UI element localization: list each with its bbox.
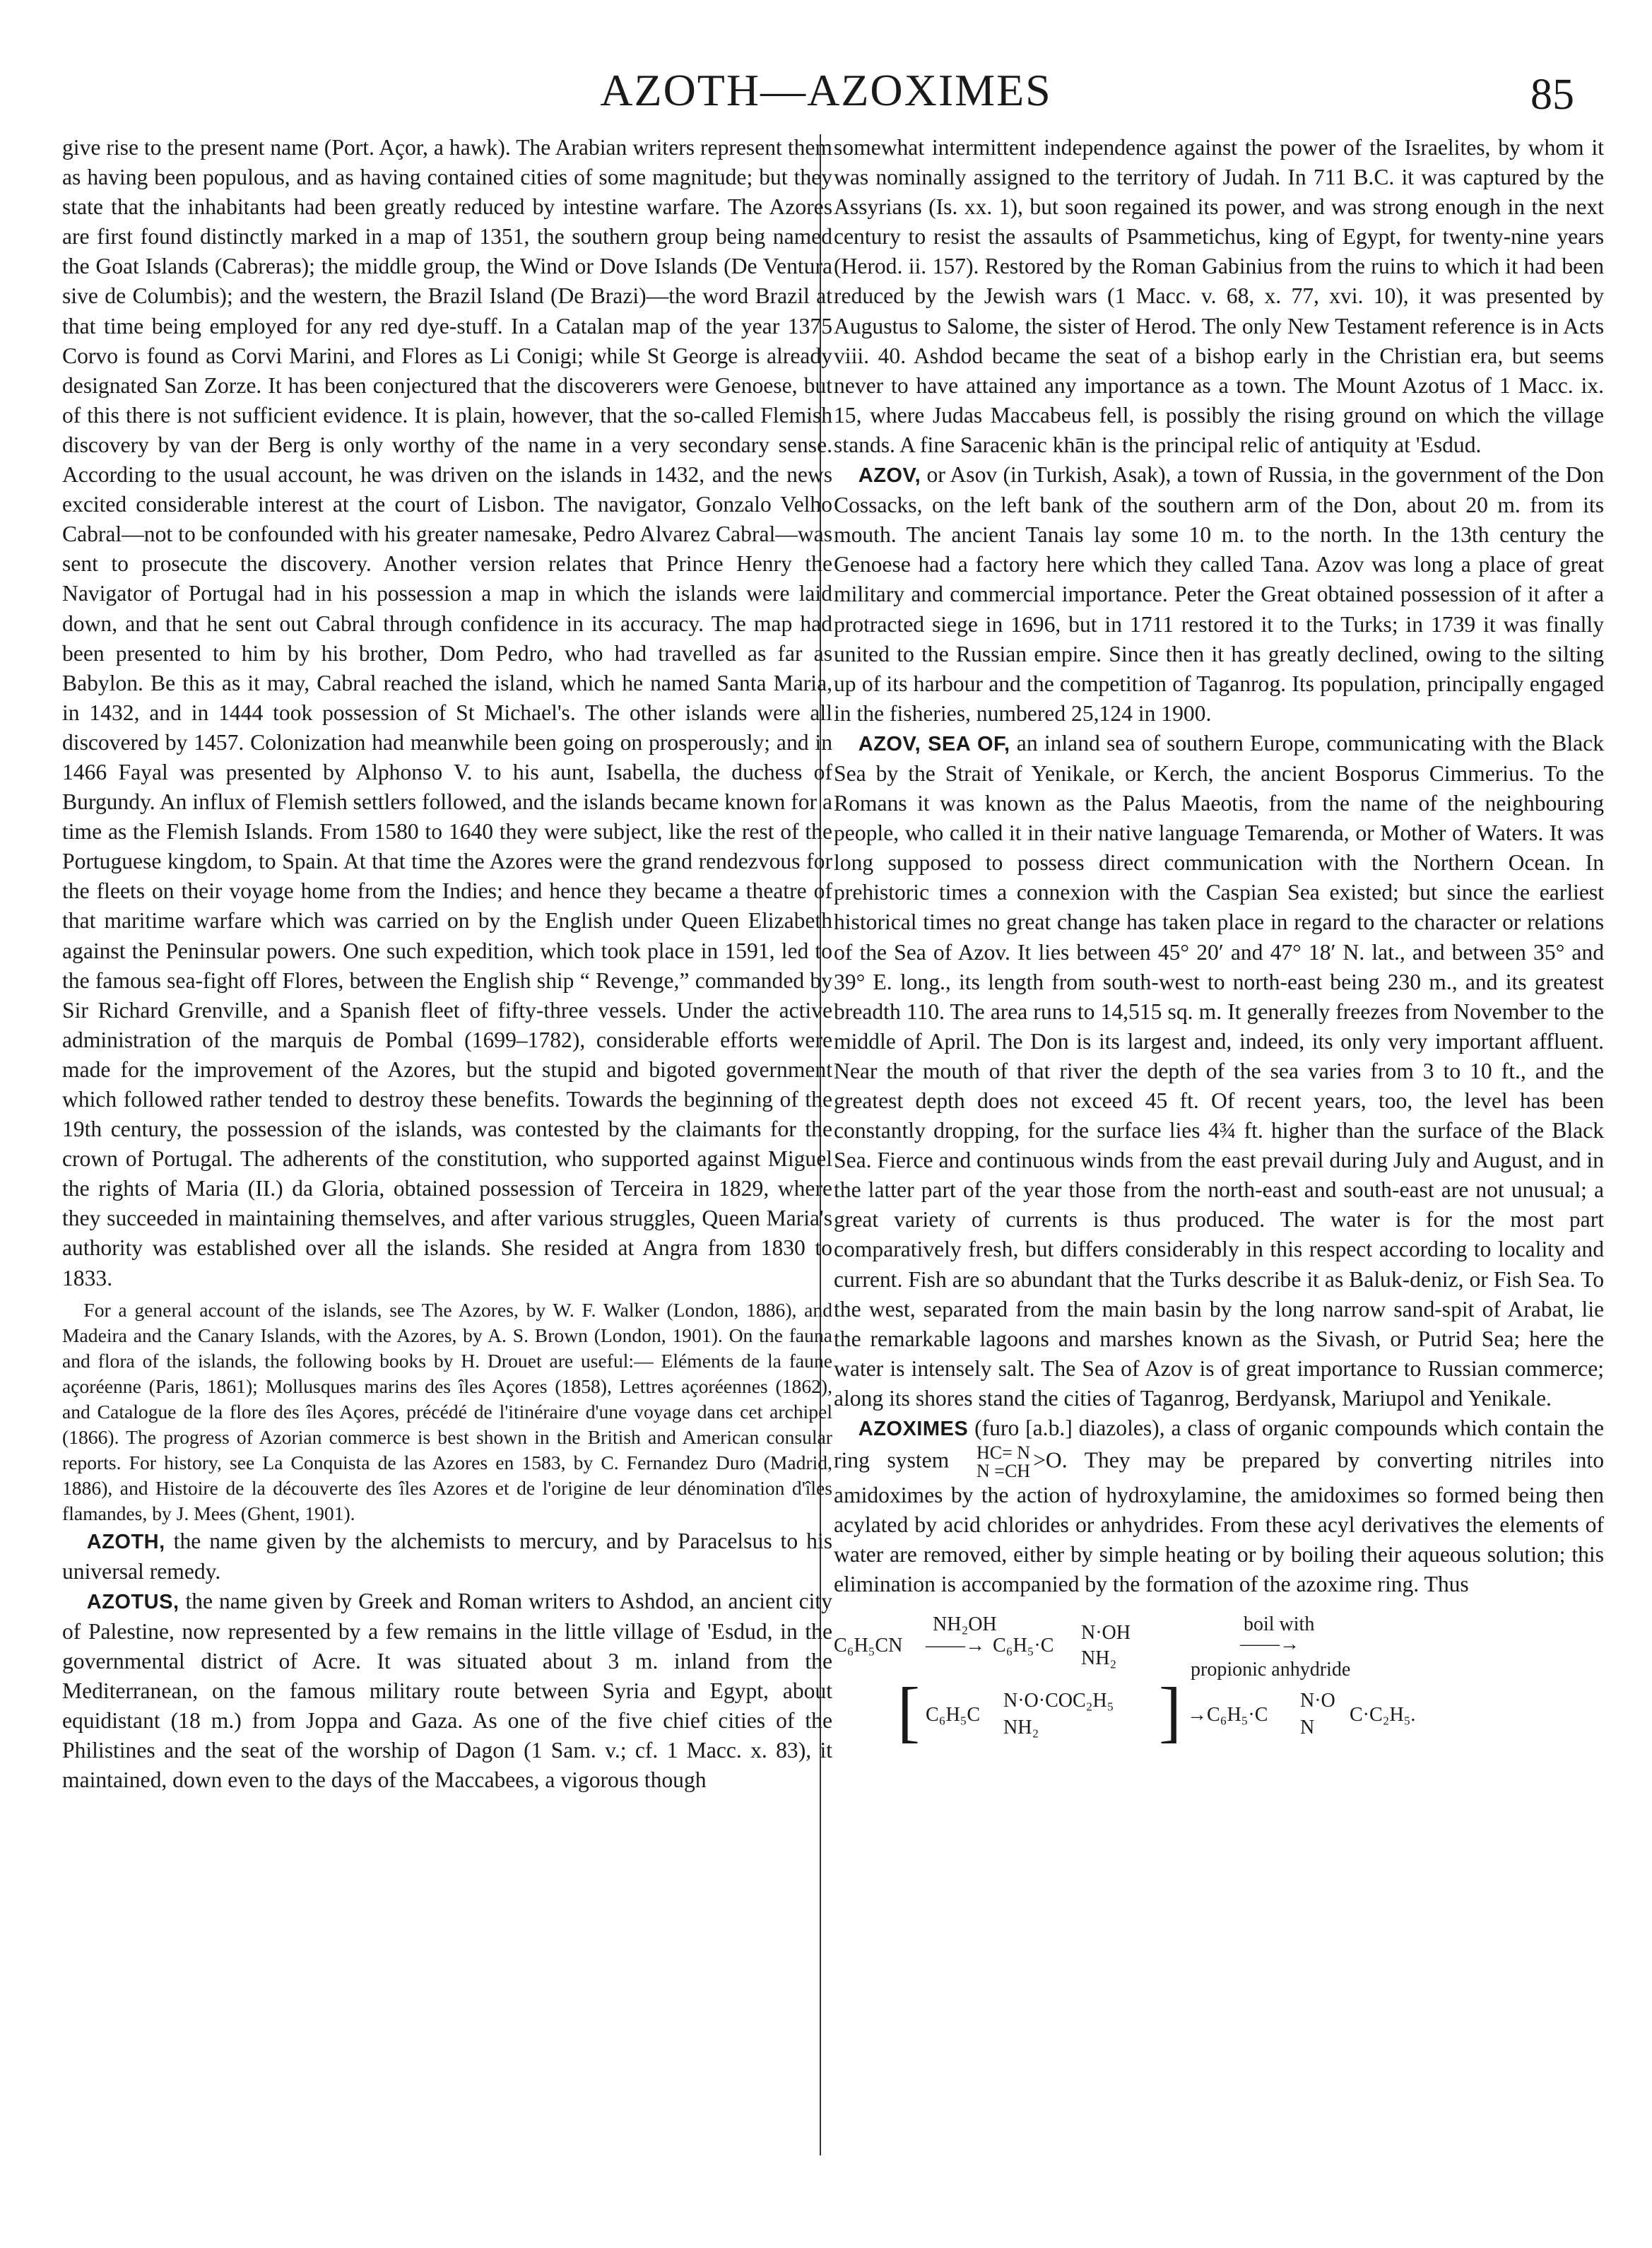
running-title: AZOTH—AZOXIMES	[600, 65, 1052, 115]
azoxime-product-bottom: N	[1300, 1716, 1315, 1738]
sea-of-azov-headword: AZOV, SEA OF,	[858, 732, 1010, 755]
left-column	[62, 133, 832, 1796]
ring-oxygen: >O.	[1033, 1447, 1068, 1473]
right-column	[834, 133, 1604, 1794]
reaction-scheme	[834, 1610, 1604, 1794]
amidoxime-bottom: NH₂	[1081, 1647, 1117, 1669]
azoximes-text-2: They may be prepared by converting nitriles into amidoximes by the action of hydroxylamine, the amidoximes so formed being then acylated by acid chlorides or anhydrides. From these acyl derivatives the elements of water are removed, either by simple heating or by boiling their aqueous solution; this elimination is accompanied by the formation of the azoxime ring. Thus	[834, 1447, 1604, 1597]
bracket-right: ]	[1159, 1673, 1181, 1749]
reaction-arrow-1: ——→	[926, 1634, 985, 1656]
azoth-text: the name given by the alchemists to mercury, and by Paracelsus to his universal remedy.	[62, 1528, 832, 1584]
amidoxime-core: C₆H₅·C	[993, 1634, 1054, 1656]
azores-paragraph: give rise to the present name (Port. Açor, a hawk). The Arabian writers represent them as having been populous, and as having contained cities of some magnitude; but they state that the inhabitants had been greatly reduced by intestine warfare. The Azores are first found distinctly marked in a map of 1351, the southern group being named the Goat Islands (Cabreras); the middle group, the Wind or Dove Islands (De Ventura sive de Columbis); and the western, the Brazil Island (De Brazi)—the word Brazil at that time being employed for any red dye-stuff. In a Catalan map of the year 1375 Corvo is found as Corvi Marini, and Flores as Li Conigi; while St George is already designated San Zorze. It has been conjectured that the discoverers were Genoese, but of this there is not sufficient evidence. It is plain, however, that the so-called Flemish discovery by van der Berg is only worthy of the name in a very secondary sense. According to the usual account, he was driven on the islands in 1432, and the news excited considerable interest at the court of Lisbon. The navigator, Gonzalo Velho Cabral—not to be confounded with his greater namesake, Pedro Alvarez Cabral—was sent to prosecute the discovery. Another version relates that Prince Henry the Navigator of Portugal had in his possession a map in which the islands were laid down, and that he sent out Cabral through confidence in its accuracy. The map had been presented to him by his brother, Dom Pedro, who had travelled as far as Babylon. Be this as it may, Cabral reached the island, which he named Santa Maria, in 1432, and in 1444 took possession of St Michael's. The other islands were all discovered by 1457. Colonization had meanwhile been going on prosperously; and in 1466 Fayal was presented by Alphonso V. to his aunt, Isabella, the duchess of Burgundy. An influx of Flemish settlers followed, and the islands became known for a time as the Flemish Islands. From 1580 to 1640 they were subject, like the rest of the Portuguese kingdom, to Spain. At that time the Azores were the grand rendezvous for the fleets on their voyage home from the Indies; and hence they became a theatre of that maritime warfare which was carried on by the English under Queen Elizabeth against the Peninsular powers. One such expedition, which took place in 1591, led to the famous sea-fight off Flores, between the English ship “ Revenge,” commanded by Sir Richard Grenville, and a Spanish fleet of fifty-three vessels. Under the active administration of the marquis de Pombal (1699–1782), considerable efforts were made for the improvement of the Azores, but the stupid and bigoted government which followed rather tended to destroy these benefits. Towards the beginning of the 19th century, the possession of the islands, was contested by the claimants for the crown of Portugal. The adherents of the constitution, who supported against Miguel the rights of Maria (II.) da Gloria, obtained possession of Terceira in 1829, where they succeeded in maintaining themselves, and after various struggles, Queen Maria's authority was established over all the islands. She resided at Angra from 1830 to 1833.	[62, 135, 832, 1290]
reaction-arrow-2: ——→	[1240, 1632, 1299, 1655]
azoximes-entry	[834, 1413, 1604, 1599]
azov-text: or Asov (in Turkish, Asak), a town of Russia, in the government of the Don Cossacks, on the left bank of the southern arm of the Don, about 20 m. from its mouth. The ancient Tanais lay some 10 m. to the north. In the 13th century the Genoese had a factory here which they called Tana. Azov was long a place of great military and commercial importance. Peter the Great obtained possession of it after a protracted siege in 1696, but in 1711 restored it to the Turks; in 1739 it was finally united to the Russian empire. Since then it has greatly declined, owing to the silting up of its harbour and the competition of Taganrog. Its population, principally engaged in the fisheries, numbered 25,124 in 1900.	[834, 462, 1604, 726]
amidoxime-top: N·OH	[1081, 1621, 1131, 1644]
azotus-headword: AZOTUS,	[86, 1590, 179, 1613]
ring-system-formula	[952, 1444, 1030, 1481]
sea-of-azov-text: an inland sea of southern Europe, communicating with the Black Sea by the Strait of Yenikale, or Kerch, the ancient Bosporus Cimmerius. To the Romans it was known as the Palus Maeotis, from the name of the neighbouring people, who called it in their native language Temarenda, or Mother of Waters. It was long supposed to possess direct communication with the Northern Ocean. In prehistoric times a connexion with the Caspian Sea existed; but since the earliest historical times no great change has taken place in regard to the character or relations of the Sea of Azov. It lies between 45° 20′ and 47° 18′ N. lat., and between 35° and 39° E. long., its length from south-west to north-east being 230 m., and its greatest breadth 110. The area runs to 14,515 sq. m. It generally freezes from November to the middle of April. The Don is its largest and, indeed, its only very important affluent. Near the mouth of that river the depth of the sea varies from 3 to 10 ft., and the greatest depth does not exceed 45 ft. Of recent years, too, the level has been constantly dropping, for the surface lies 4¾ ft. higher than the surface of the Black Sea. Fierce and continuous winds from the east prevail during July and August, and in the latter part of the year those from the north-east and south-east are not unusual; a great variety of currents is thus produced. The water is for the most part comparatively fresh, but differs considerably in this respect according to locality and current. Fish are so abundant that the Turks describe it as Baluk-deniz, or Fish Sea. To the west, separated from the main basin by the long narrow sand-spit of Arabat, lie the remarkable lagoons and marshes known as the Sivash, or Putrid Sea; here the water is intensely salt. The Sea of Azov is of great importance to Russian commerce; along its shores stand the cities of Taganrog, Berdyansk, Mariupol and Yenikale.	[834, 730, 1604, 1411]
benzonitrile: C₆H₅CN	[834, 1634, 903, 1656]
reagent-boil-with: boil with	[1244, 1613, 1315, 1635]
ring-top: HC= N	[977, 1442, 1031, 1464]
bracket-left: [	[897, 1673, 920, 1749]
azoximes-headword: AZOXIMES	[858, 1418, 969, 1441]
intermediate-core: C₆H₅C	[926, 1703, 981, 1726]
page-header	[0, 62, 1652, 119]
intermediate-top: N·O·COC₂H₅	[1003, 1689, 1114, 1712]
azoth-entry	[62, 1526, 832, 1587]
sea-of-azov-entry	[834, 729, 1604, 1413]
azoximes-text-1: (furo [a.b.] diazoles), a class of organic compounds which contain the ring system	[834, 1416, 1604, 1473]
azoth-headword: AZOTH,	[86, 1530, 165, 1553]
azoxime-product-top: N·O	[1300, 1689, 1335, 1712]
azores-bibliography: For a general account of the islands, see The Azores, by W. F. Walker (London, 1886), and Madeira and the Canary Islands, with the Azores, by A. S. Brown (London, 1901). On the fauna and flora of the islands, the following books by H. Drouet are useful:— Eléments de la faune açoréenne (Paris, 1861); Mollusques marins des îles Açores (1858), Lettres açoréennes (1862), and Catalogue de la flore des îles Açores, précédé de l'itinéraire d'une voyage dans cet archipel (1866). The progress of Azorian commerce is best shown in the British and American consular reports. For history, see La Conquista de las Azores en 1583, by C. Fernandez Duro (Madrid, 1886), and Histoire de la découverte des îles Azores et de l'origine de leur dénomination d'îles flamandes, by J. Mees (Ghent, 1901).	[62, 1298, 832, 1524]
intermediate-bottom: NH₂	[1003, 1716, 1039, 1738]
azotus-continuation: somewhat intermittent independence against the power of the Israelites, by whom it was nominally assigned to the territory of Judah. In 711 B.C. it was captured by the Assyrians (Is. xx. 1), but soon regained its power, and was strong enough in the next century to resist the assaults of Psammetichus, king of Egypt, for twenty-nine years (Herod. ii. 157). Restored by the Roman Gabinius from the ruins to which it had been reduced by the Jewish wars (1 Macc. v. 68, x. 77, xvi. 10), it was presented by Augustus to Salome, the sister of Herod. The only New Testament reference is in Acts viii. 40. Ashdod became the seat of a bishop early in the Christian era, but seems never to have attained any importance as a town. The Mount Azotus of 1 Macc. ix. 15, where Judas Maccabeus fell, is possibly the rising ground on which the village stands. A fine Saracenic khān is the principal relic of antiquity at 'Esdud.	[834, 135, 1604, 457]
azov-entry	[834, 460, 1604, 729]
reagent-hydroxylamine: NH₂OH	[933, 1613, 997, 1635]
reagent-propionic-anhydride: propionic anhydride	[1191, 1658, 1351, 1681]
azoxime-product-end: C·C₂H₅.	[1350, 1703, 1416, 1726]
ring-bottom: N =CH	[977, 1461, 1031, 1482]
azov-headword: AZOV,	[858, 464, 921, 488]
azotus-text: the name given by Greek and Roman writers to Ashdod, an ancient city of Palestine, now represented by a few remains in the little village of 'Esdud, in the governmental district of Acre. It was situated about 3 m. inland from the Mediterranean, on the famous military route between Syria and Egypt, about equidistant (18 m.) from Joppa and Gaza. As one of the five chief cities of the Philistines and the seat of the worship of Dagon (1 Sam. v.; cf. 1 Macc. x. 83), it maintained, down even to the days of the Maccabees, a vigorous though	[62, 1588, 832, 1793]
page-number: 85	[1530, 71, 1574, 119]
azoxime-product-core: →C₆H₅·C	[1187, 1703, 1268, 1726]
azotus-entry	[62, 1587, 832, 1796]
